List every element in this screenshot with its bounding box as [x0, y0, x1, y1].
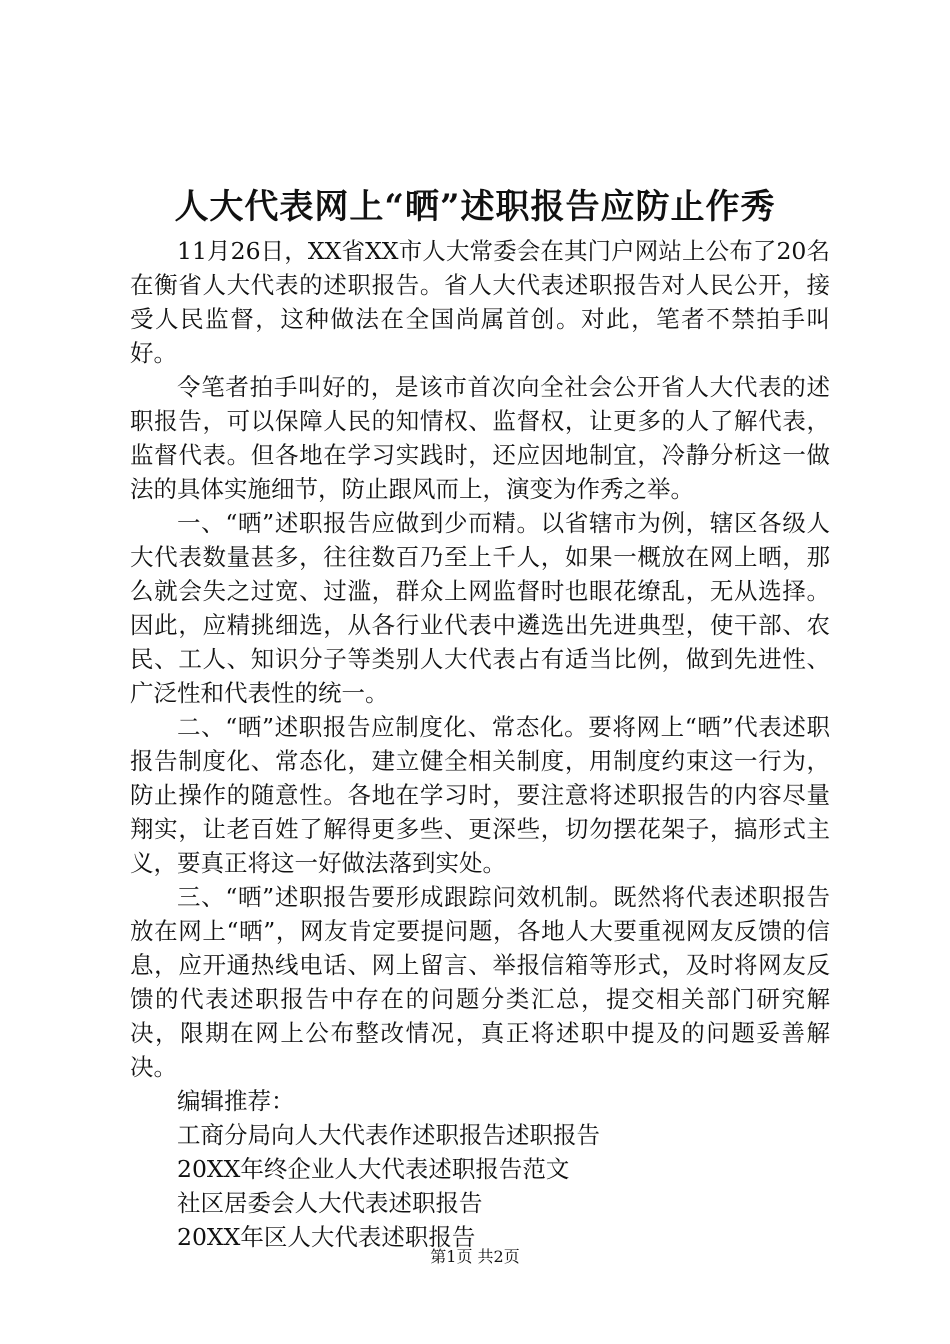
paragraph-4: 二、“晒”述职报告应制度化、常态化。要将网上“晒”代表述职报告制度化、常态化，建立健全相关制度，用制度约束这一行为，防止操作的随意性。各地在学习时，要注意将述职报告的内容尽量翔实，让老百姓了解得更多些、更深些，切勿摆花架子，搞形式主义，要真正将这一好做法落到实处。 — [130, 713, 830, 877]
page-footer: 第1页 共2页 — [430, 1247, 520, 1266]
recommend-heading: 编辑推荐： — [177, 1087, 295, 1115]
paragraph-5: 三、“晒”述职报告要形成跟踪问效机制。既然将代表述职报告放在网上“晒”，网友肯定要提问题，各地人大要重视网友反馈的信息，应开通热线电话、网上留言、举报信箱等形式，及时将网友反馈的代表述职报告中存在的问题分类汇总，提交相关部门研究解决，限期在网上公布整改情况，真正将述职中提及的问题妥善解决。 — [130, 883, 830, 1081]
document-body — [130, 234, 830, 1254]
paragraph-2: 令笔者拍手叫好的，是该市首次向全社会公开省人大代表的述职报告，可以保障人民的知情权、监督权，让更多的人了解代表，监督代表。但各地在学习实践时，还应因地制宜，冷静分析这一做法的具体实施细节，防止跟风而上，演变为作秀之举。 — [130, 373, 830, 503]
recommend-link-2[interactable]: 20XX年终企业人大代表述职报告范文 — [177, 1155, 570, 1183]
recommend-link-3[interactable]: 社区居委会人大代表述职报告 — [177, 1189, 483, 1217]
paragraph-1: 11月26日，XX省XX市人大常委会在其门户网站上公布了20名在衡省人大代表的述职报告。省人大代表述职报告对人民公开，接受人民监督，这种做法在全国尚属首创。对此，笔者不禁拍手叫好。 — [130, 237, 830, 367]
document-title: 人大代表网上“晒”述职报告应防止作秀 — [174, 187, 776, 227]
recommend-link-1[interactable]: 工商分局向人大代表作述职报告述职报告 — [177, 1121, 600, 1149]
recommend-link-4[interactable]: 20XX年区人大代表述职报告 — [177, 1223, 476, 1251]
recommend-list — [130, 1118, 830, 1254]
paragraph-3: 一、“晒”述职报告应做到少而精。以省辖市为例，辖区各级人大代表数量甚多，往往数百乃至上千人，如果一概放在网上晒，那么就会失之过宽、过滥，群众上网监督时也眼花缭乱，无从选择。因此，应精挑细选，从各行业代表中遴选出先进典型，使干部、农民、工人、知识分子等类别人大代表占有适当比例，做到先进性、广泛性和代表性的统一。 — [130, 509, 830, 707]
